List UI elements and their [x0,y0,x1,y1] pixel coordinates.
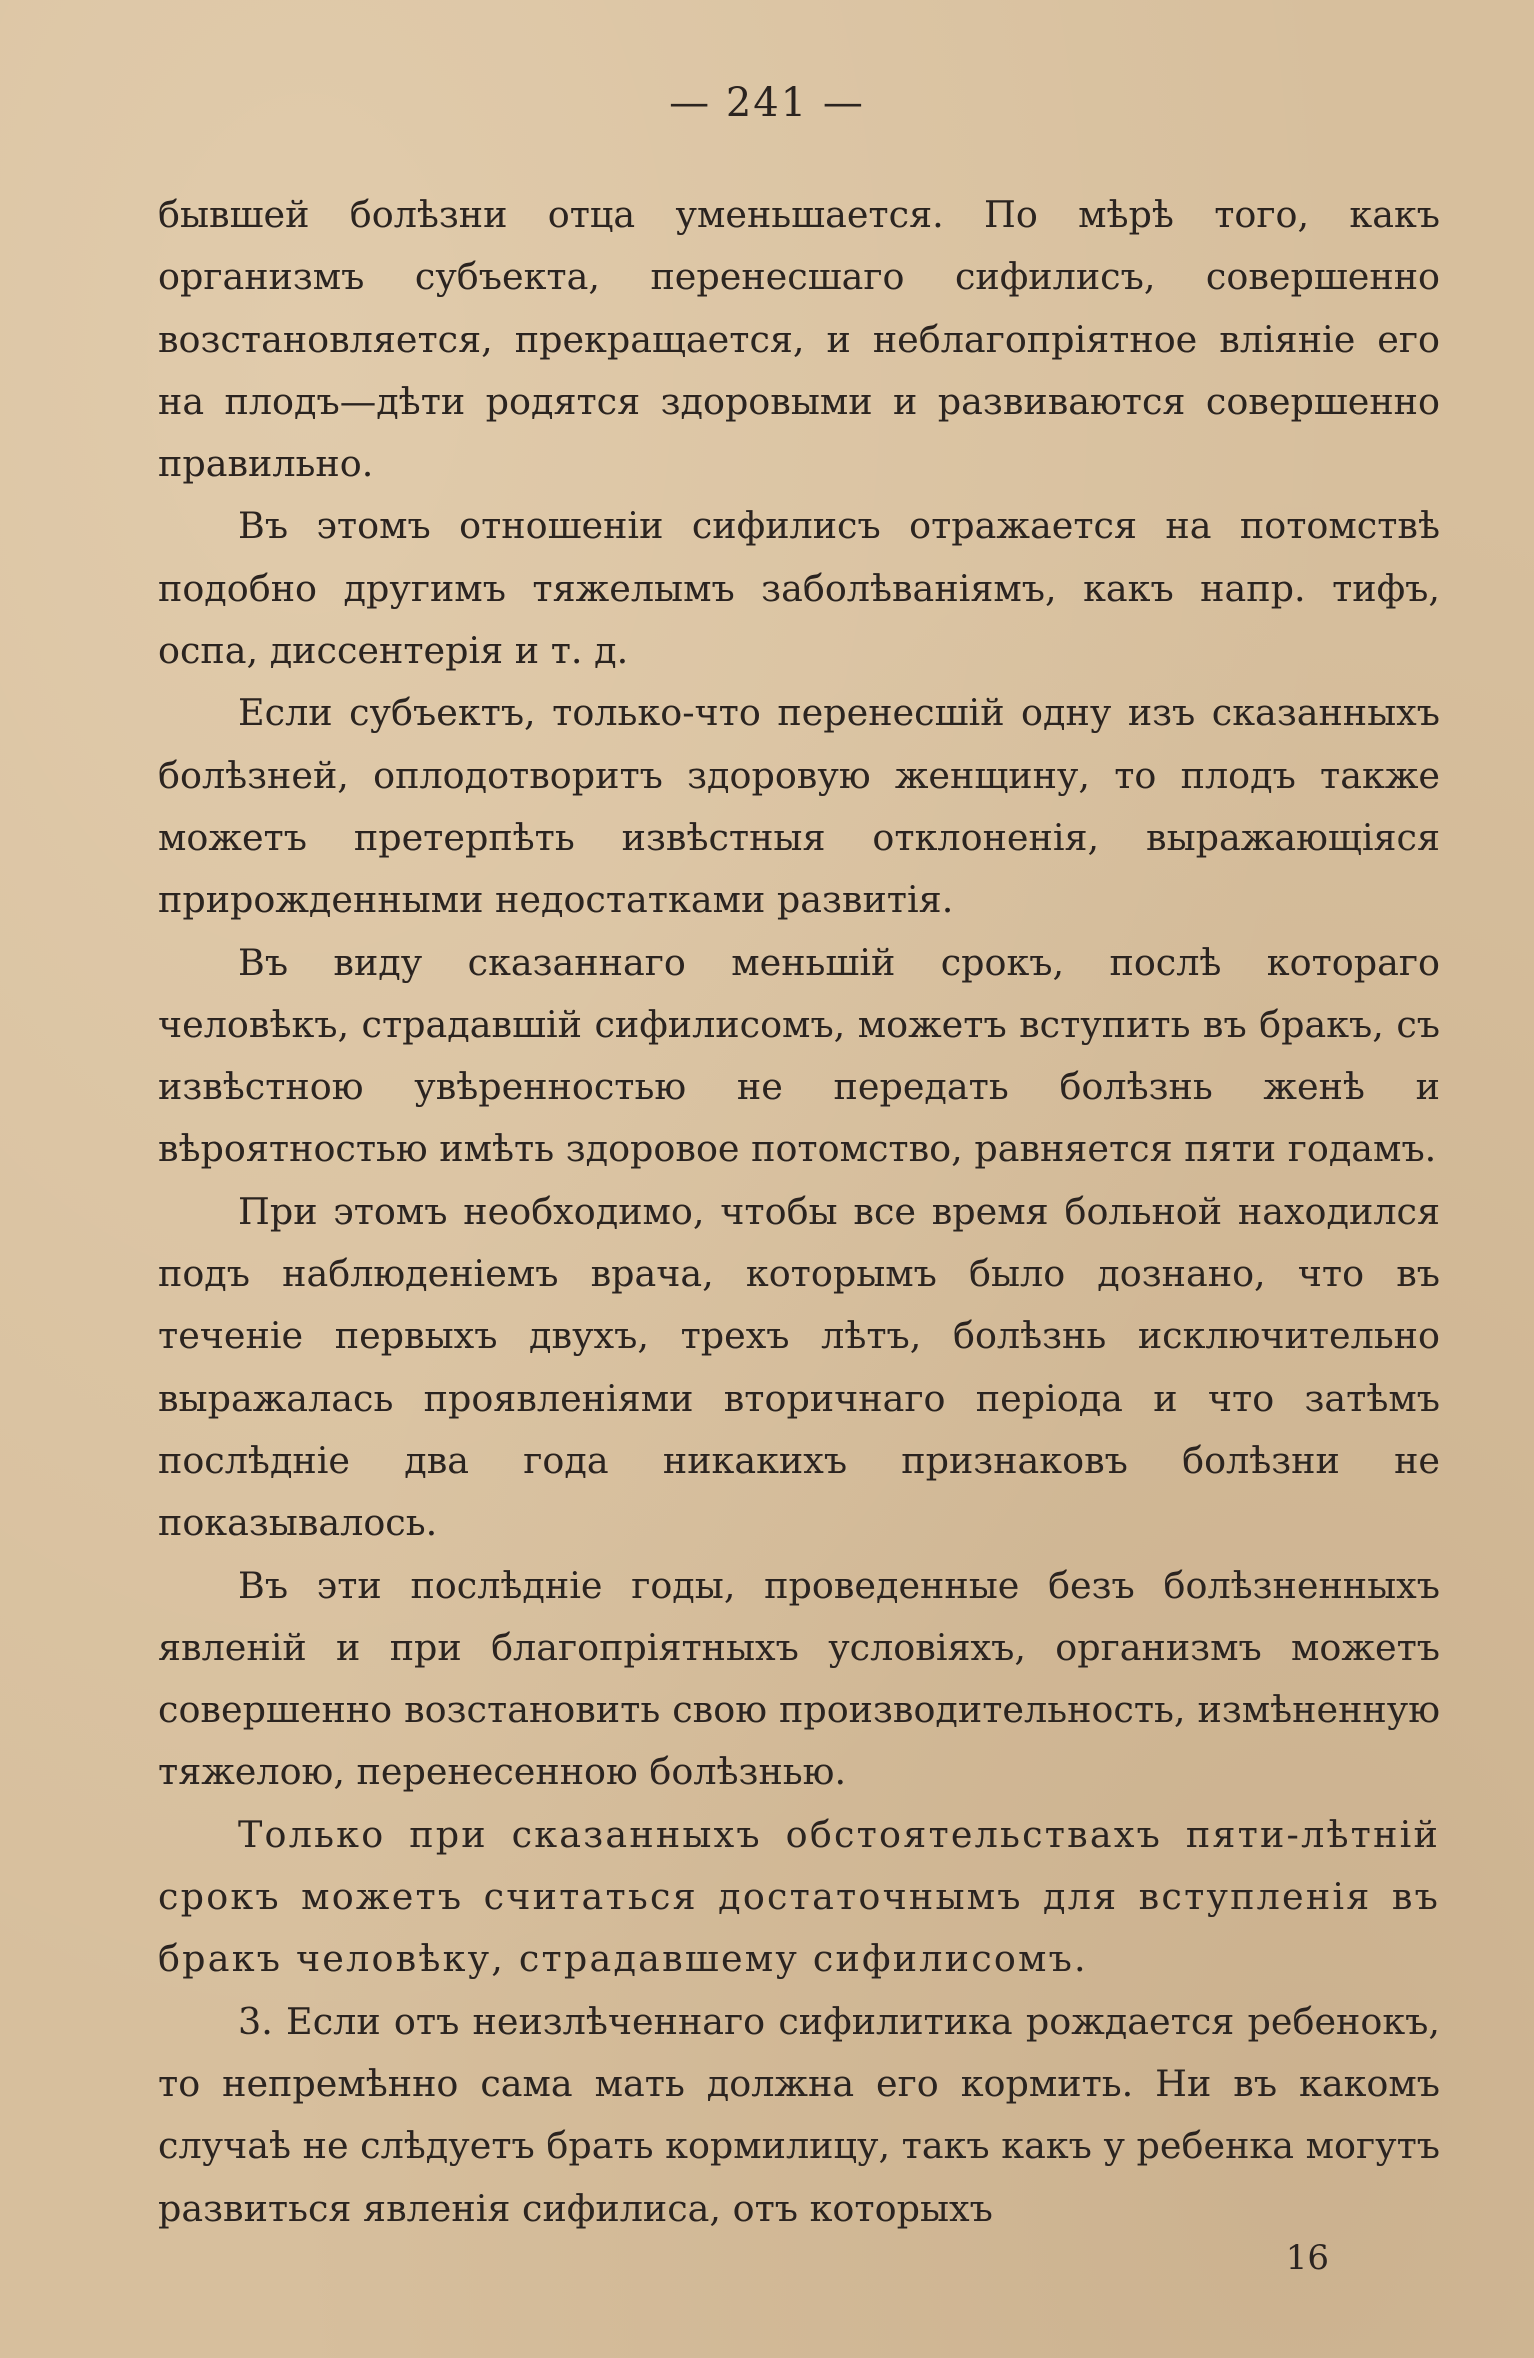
paragraph-8: 3. Если отъ неизлѣченнаго сифилитика рождается ребенокъ, то непремѣнно сама мать должна его кормить. Ни въ какомъ случаѣ не слѣдуетъ брать кормилицу, такъ какъ у ребенка могутъ развиться явленія сифилиса, отъ которыхъ [158,1999,1440,2230]
paragraph-7: Только при сказанныхъ обстоятельствахъ пяти-лѣтній срокъ можетъ считаться достаточнымъ для вступленія въ бракъ человѣку, страдавшему сифилисомъ. [158,1812,1440,1981]
paragraph-3: Если субъектъ, только-что перенесшій одну изъ сказанныхъ болѣзней, оплодотворитъ здоровую женщину, то плодъ также можетъ претерпѣть извѣстныя отклоненія, выражающіяся прирожденными недостатками развитія. [158,691,1440,922]
signature-mark: 16 [1285,2238,1329,2278]
paragraph-5: При этомъ необходимо, чтобы все время больной находился подъ наблюденіемъ врача, которымъ было дознано, что въ теченіе первыхъ двухъ, трехъ лѣтъ, болѣзнь исключительно выражалась проявленіями вторичнаго періода и что затѣмъ послѣдніе два года никакихъ признаковъ болѣзни не показывалось. [158,1189,1440,1545]
paragraph-4: Въ виду сказаннаго меньшій срокъ, послѣ котораго человѣкъ, страдавшій сифилисомъ, можетъ вступить въ бракъ, съ извѣстною увѣренностью не передать болѣзнь женѣ и вѣроятностью имѣть здоровое потомство, равняется пяти годамъ. [158,940,1440,1171]
paragraph-6: Въ эти послѣдніе годы, проведенные безъ болѣзненныхъ явленій и при благопріятныхъ условіяхъ, организмъ можетъ совершенно возстановить свою производительность, измѣненную тяжелою, перенесенною болѣзнью. [158,1563,1440,1794]
body-text [158,184,1440,2240]
page-number-header: — 241 — [669,80,865,126]
paragraph-2: Въ этомъ отношеніи сифилисъ отражается на потомствѣ подобно другимъ тяжелымъ заболѣваніямъ, какъ напр. тифъ, оспа, диссентерія и т. д. [158,504,1440,673]
paragraph-1: бывшей болѣзни отца уменьшается. По мѣрѣ того, какъ организмъ субъекта, перенесшаго сифилисъ, совершенно возстановляется, прекращается, и неблагопріятное вліяніе его на плодъ—дѣти родятся здоровыми и развиваются совершенно правильно. [158,193,1440,486]
